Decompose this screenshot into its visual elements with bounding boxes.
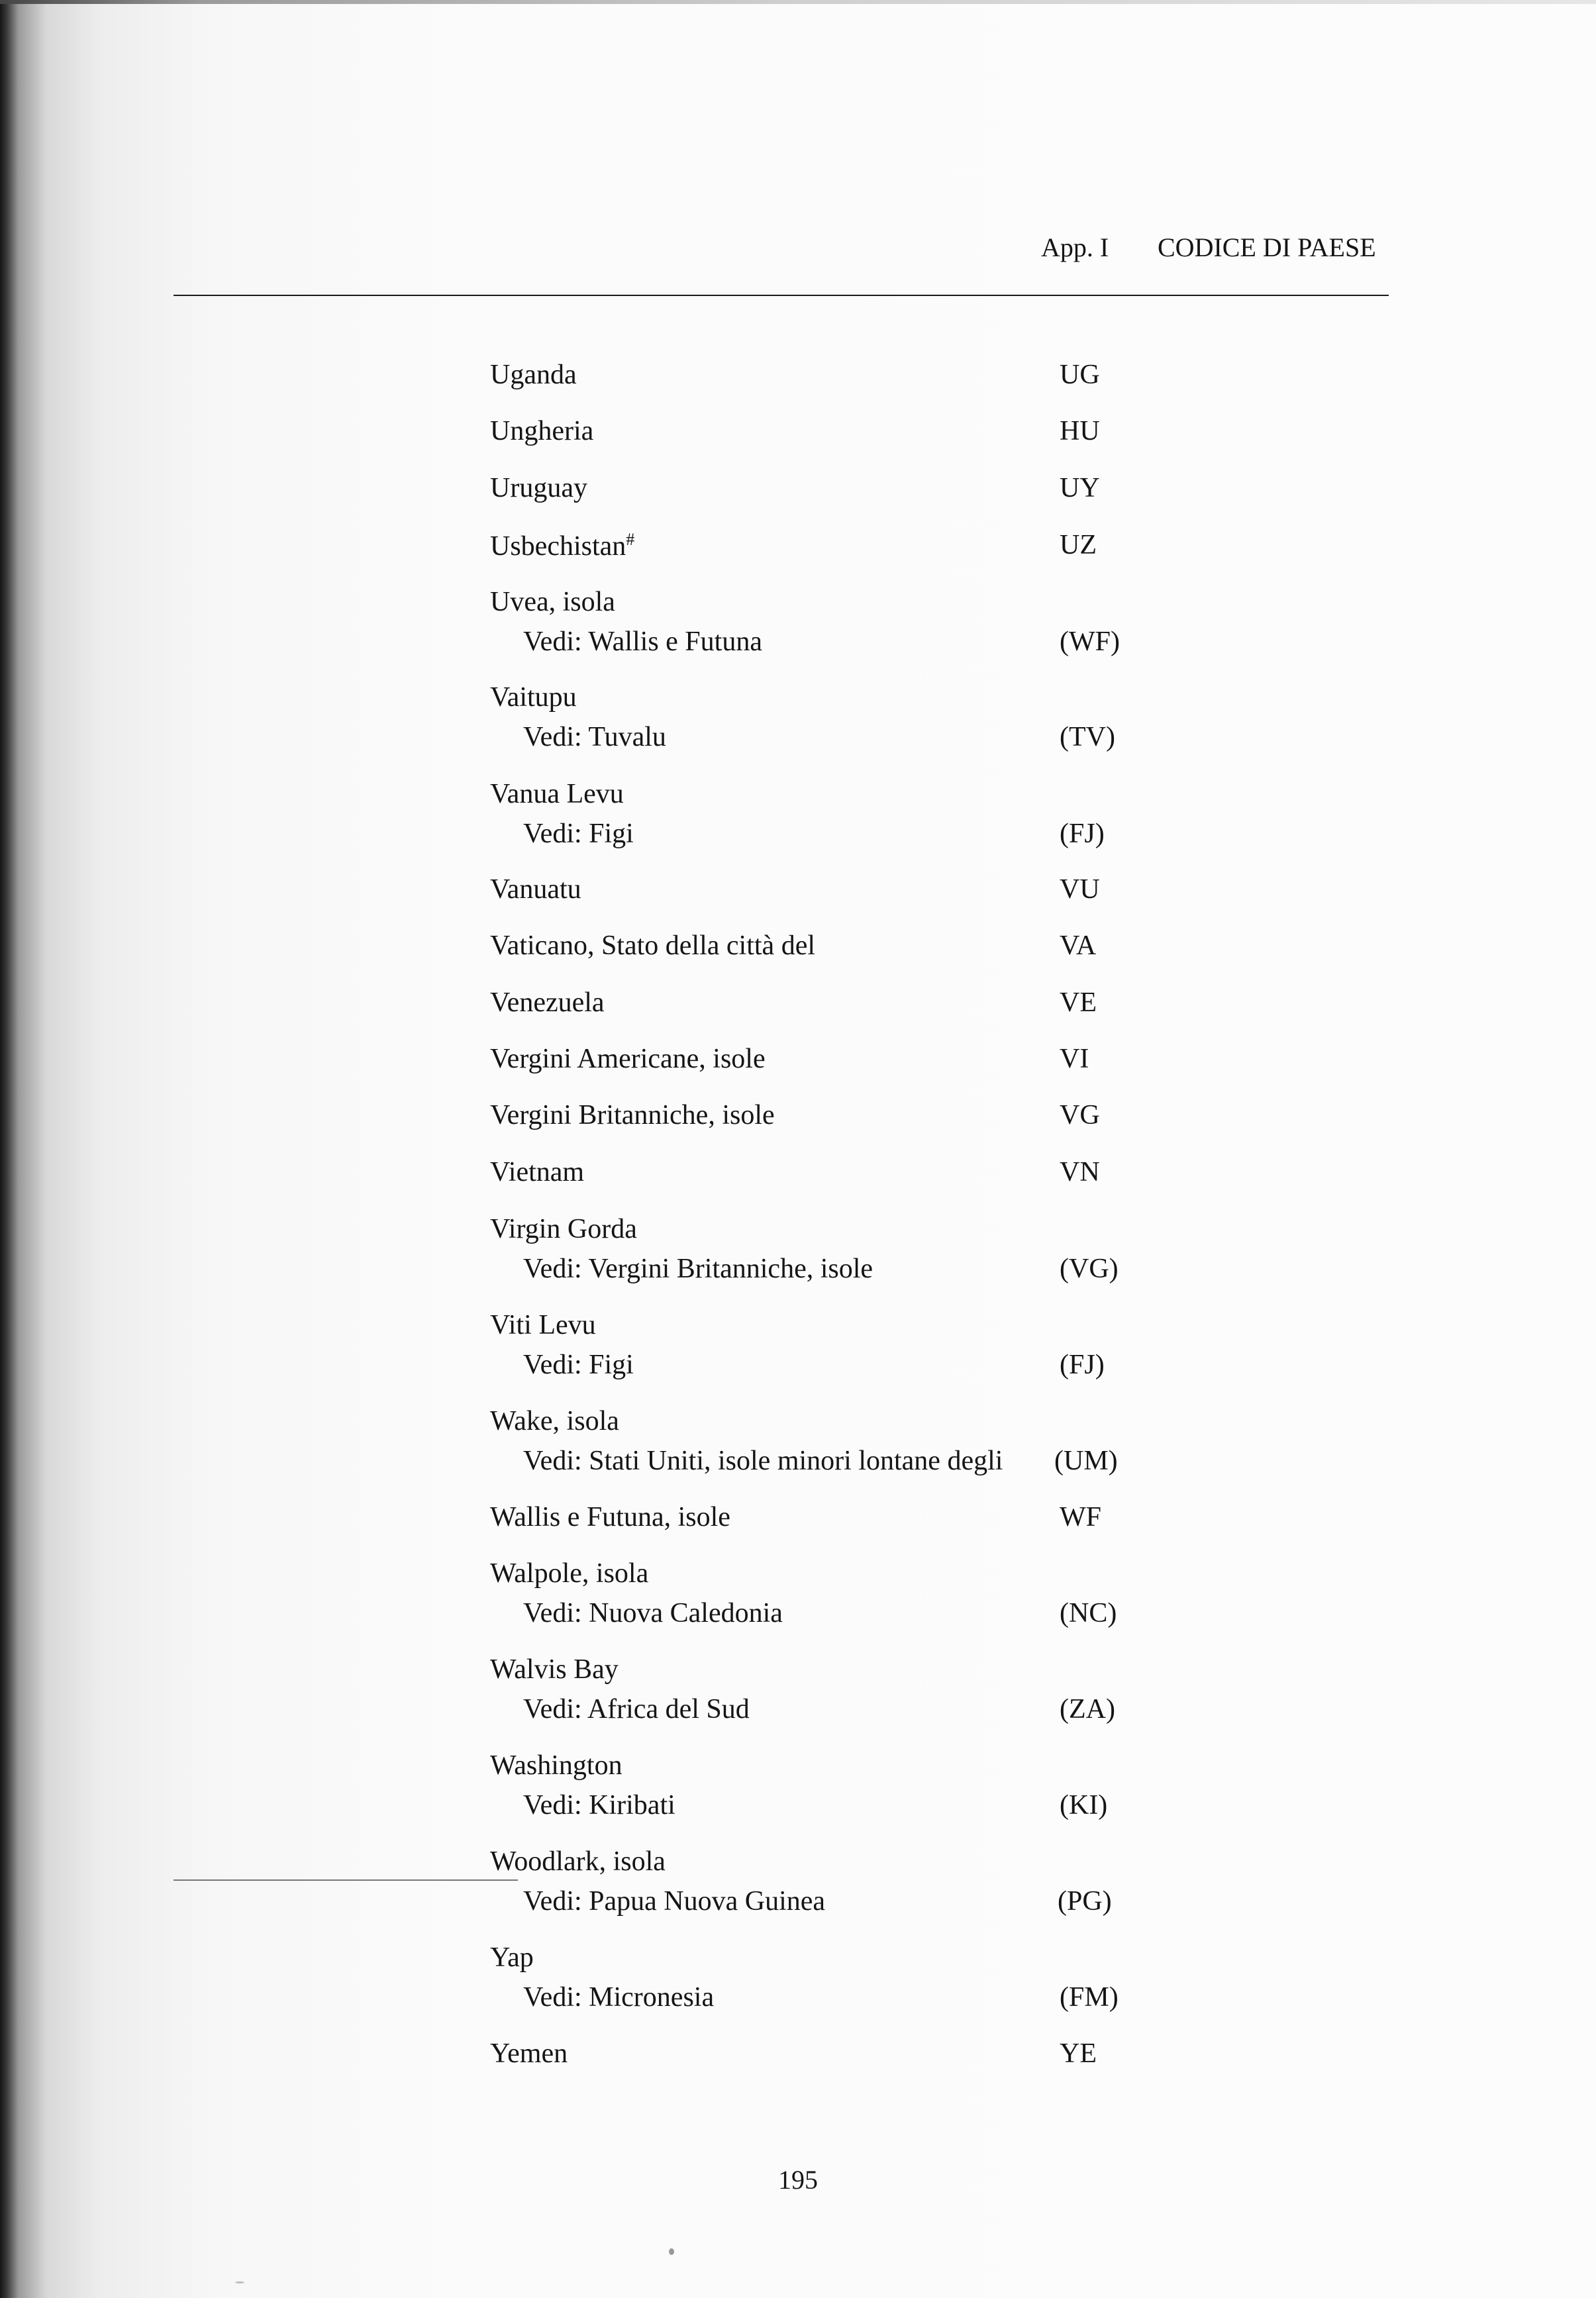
country-name-text: Washington xyxy=(490,1750,623,1781)
country-name xyxy=(490,1503,730,1531)
page-top-shadow xyxy=(0,0,1596,4)
country-code: WF xyxy=(1060,1502,1101,1532)
country-name-text: Walvis Bay xyxy=(490,1654,619,1685)
country-name xyxy=(490,683,577,711)
country-code: VE xyxy=(1060,987,1097,1018)
country-code: (KI) xyxy=(1060,1790,1108,1821)
country-code: (VG) xyxy=(1060,1254,1119,1284)
country-name xyxy=(490,588,615,616)
country-name xyxy=(490,989,605,1017)
country-code: (FM) xyxy=(1060,1982,1119,2013)
see-reference: Vedi: Papua Nuova Guinea xyxy=(523,1886,826,1917)
see-reference: Vedi: Micronesia xyxy=(523,1982,715,2013)
country-name-text: Walpole, isola xyxy=(490,1558,649,1589)
country-name xyxy=(490,1407,619,1435)
header-rule xyxy=(174,295,1389,296)
country-name-text: Virgin Gorda xyxy=(490,1214,637,1244)
country-name-text: Vergini Britanniche, isole xyxy=(490,1100,775,1130)
country-code: VA xyxy=(1060,930,1097,961)
country-name xyxy=(490,361,577,389)
country-name xyxy=(490,932,815,960)
country-name-text: Vergini Americane, isole xyxy=(490,1044,766,1074)
see-reference: Vedi: Kiribati xyxy=(523,1790,675,1821)
country-name-text: Uruguay xyxy=(490,473,587,503)
see-reference: Vedi: Stati Uniti, isole minori lontane degli xyxy=(523,1446,1003,1476)
country-name-text: Vaticano, Stato della città del xyxy=(490,930,815,961)
country-name xyxy=(490,531,634,560)
country-name xyxy=(490,875,581,903)
see-reference: Vedi: Tuvalu xyxy=(523,722,666,752)
see-reference: Vedi: Figi xyxy=(523,1350,634,1380)
country-code: (WF) xyxy=(1060,626,1120,657)
country-name-text: Vanuatu xyxy=(490,874,581,905)
running-header-section: App. I xyxy=(1041,232,1109,262)
country-name-text: Vanua Levu xyxy=(490,779,624,809)
see-reference: Vedi: Wallis e Futuna xyxy=(523,626,762,657)
country-code: VI xyxy=(1060,1044,1089,1074)
country-code: UY xyxy=(1060,473,1100,503)
see-reference: Vedi: Figi xyxy=(523,819,634,849)
country-code: (PG) xyxy=(1058,1886,1112,1917)
country-code: UG xyxy=(1060,360,1100,390)
see-reference: Vedi: Africa del Sud xyxy=(523,1694,750,1724)
country-name xyxy=(490,474,587,502)
country-code: VN xyxy=(1060,1157,1100,1187)
country-name xyxy=(490,1560,648,1587)
country-name-text: Usbechistan xyxy=(490,531,626,562)
running-header-title: CODICE DI PAESE xyxy=(1158,232,1376,262)
page-number: 195 xyxy=(778,2165,818,2195)
country-name xyxy=(490,1752,623,1779)
country-name-text: Uganda xyxy=(490,360,577,390)
country-code: (UM) xyxy=(1054,1446,1118,1476)
country-code: (NC) xyxy=(1060,1598,1117,1628)
see-reference: Vedi: Nuova Caledonia xyxy=(523,1598,783,1628)
country-code: (FJ) xyxy=(1060,1350,1105,1380)
note-mark: # xyxy=(626,530,635,549)
show-through-block xyxy=(174,682,1389,1675)
page-speck xyxy=(235,2281,244,2283)
country-code: HU xyxy=(1060,416,1100,446)
country-name-text: Ungheria xyxy=(490,416,594,446)
country-name-text: Yemen xyxy=(490,2038,568,2069)
country-name xyxy=(490,780,624,808)
country-code: YE xyxy=(1060,2038,1097,2069)
page-speck xyxy=(669,2248,674,2255)
country-code: (ZA) xyxy=(1060,1694,1115,1724)
country-name xyxy=(490,1656,619,1683)
country-name xyxy=(490,1045,766,1073)
country-name-text: Yap xyxy=(490,1942,534,1973)
country-name-text: Woodlark, isola xyxy=(490,1846,666,1877)
country-name xyxy=(490,2040,568,2068)
country-name xyxy=(490,1215,637,1243)
see-reference: Vedi: Vergini Britanniche, isole xyxy=(523,1254,873,1284)
country-name-text: Venezuela xyxy=(490,987,605,1018)
footnote-rule-show-through xyxy=(174,1879,518,1881)
country-name-text: Vaitupu xyxy=(490,682,577,713)
country-code: (TV) xyxy=(1060,722,1115,752)
country-name-text: Wallis e Futuna, isole xyxy=(490,1502,730,1532)
country-name xyxy=(490,417,593,445)
country-name-text: Uvea, isola xyxy=(490,587,615,617)
country-code: (FJ) xyxy=(1060,819,1105,849)
country-name xyxy=(490,1311,596,1339)
country-name xyxy=(490,1944,534,1972)
country-name xyxy=(490,1848,666,1875)
country-name-text: Viti Levu xyxy=(490,1310,596,1340)
country-code: UZ xyxy=(1060,530,1097,560)
country-name-text: Wake, isola xyxy=(490,1406,619,1436)
country-name-text: Vietnam xyxy=(490,1157,585,1187)
country-name xyxy=(490,1101,775,1129)
country-code: VU xyxy=(1060,874,1100,905)
country-name xyxy=(490,1158,584,1186)
country-code: VG xyxy=(1060,1100,1100,1130)
